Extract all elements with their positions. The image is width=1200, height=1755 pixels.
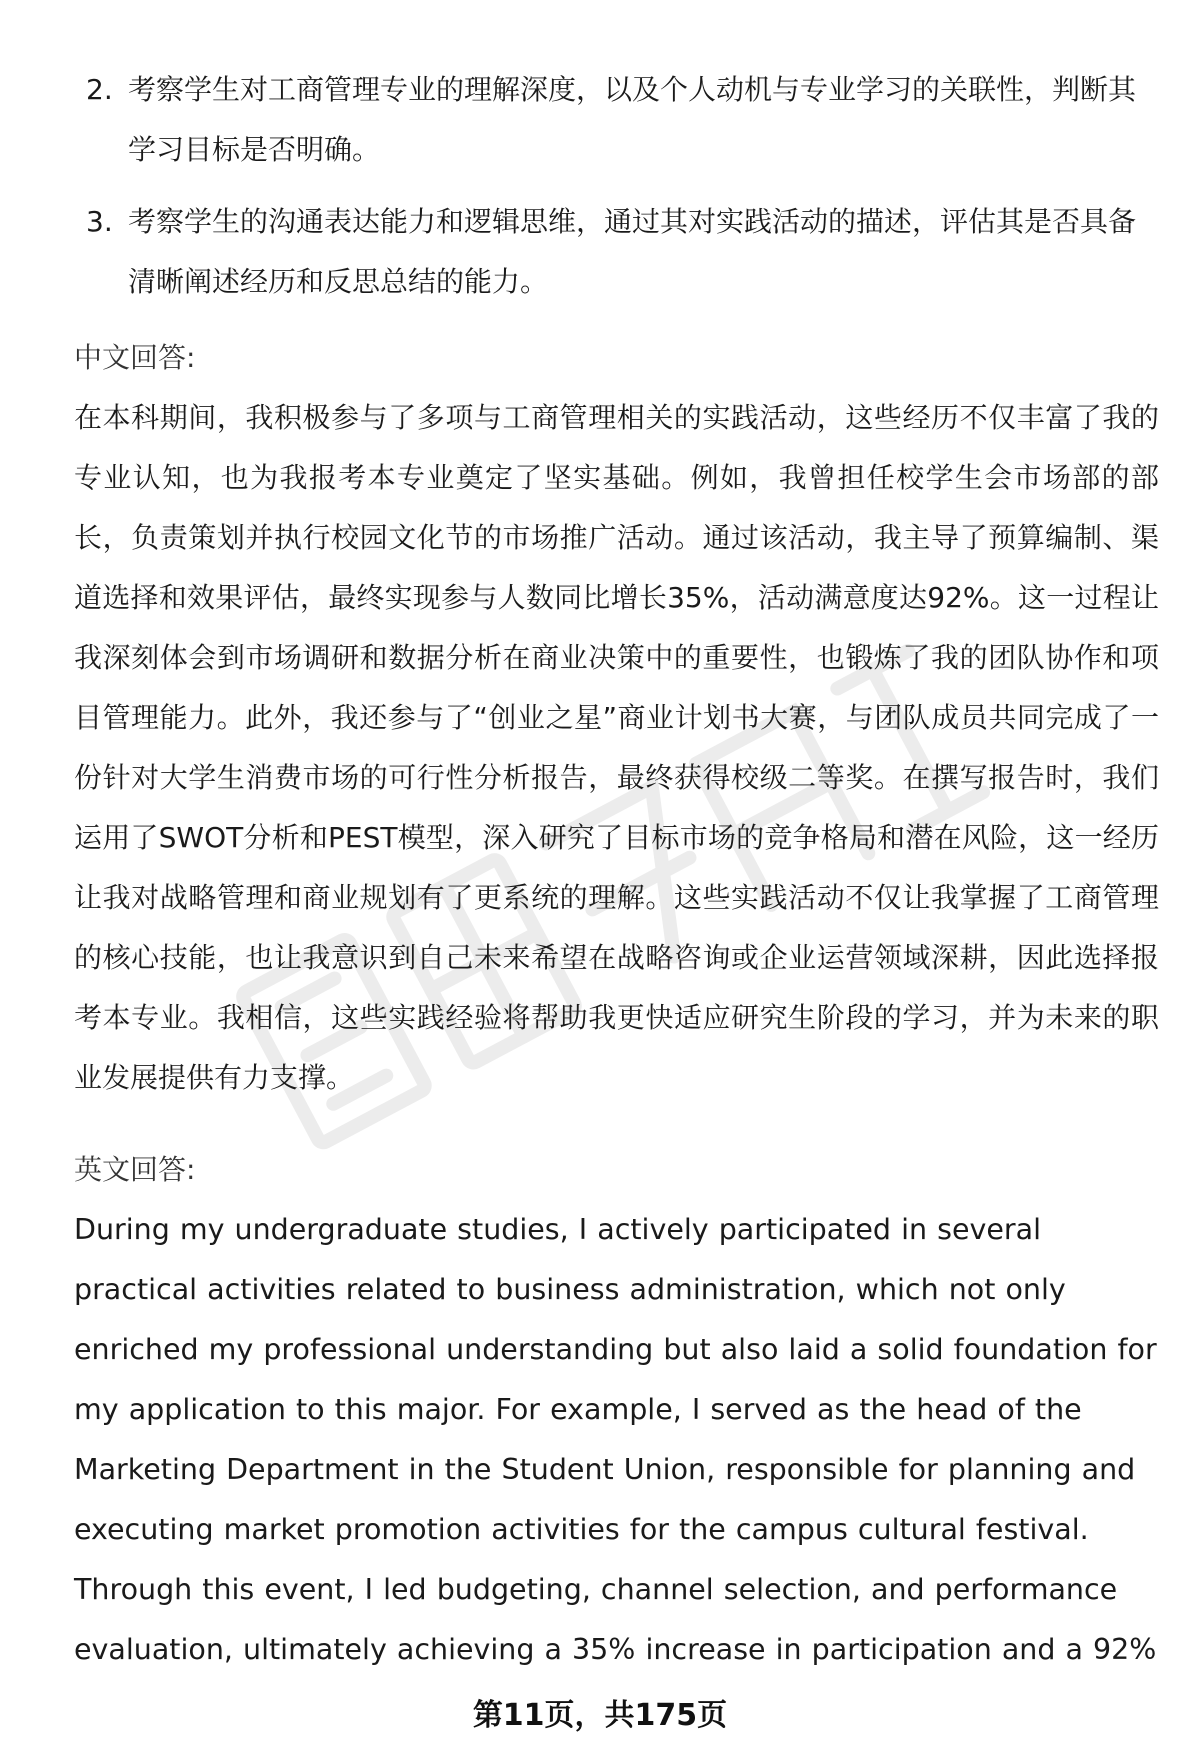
list-item-number: 3. (86, 205, 113, 238)
page-number: 第11页，共175页 (472, 1698, 728, 1733)
english-answer-section (74, 1140, 1159, 1680)
list-item-number: 2. (86, 73, 113, 106)
chinese-answer-section (74, 328, 1159, 1108)
list-item-text: 考察学生的沟通表达能力和逻辑思维，通过其对实践活动的描述，评估其是否具备清晰阐述经历和反思总结的能力。 (128, 205, 1137, 298)
list-item-text: 考察学生对工商管理专业的理解深度，以及个人动机与专业学习的关联性，判断其学习目标是否明确。 (128, 73, 1137, 166)
list-item (78, 60, 1138, 180)
chinese-answer-body: 在本科期间，我积极参与了多项与工商管理相关的实践活动，这些经历不仅丰富了我的专业认知，也为我报考本专业奠定了坚实基础。例如，我曾担任校学生会市场部的部长，负责策划并执行校园文化节的市场推广活动。通过该活动，我主导了预算编制、渠道选择和效果评估，最终实现参与人数同比增长35%，活动满意度达92%。这一过程让我深刻体会到市场调研和数据分析在商业决策中的重要性，也锻炼了我的团队协作和项目管理能力。此外，我还参与了“创业之星”商业计划书大赛，与团队成员共同完成了一份针对大学生消费市场的可行性分析报告，最终获得校级二等奖。在撰写报告时，我们运用了SWOT分析和PEST模型，深入研究了目标市场的竞争格局和潜在风险，这一经历让我对战略管理和商业规划有了更系统的理解。这些实践活动不仅让我掌握了工商管理的核心技能，也让我意识到自己未来希望在战略咨询或企业运营领域深耕，因此选择报考本专业。我相信，这些实践经验将帮助我更快适应研究生阶段的学习，并为未来的职业发展提供有力支撑。 (74, 401, 1159, 1094)
criteria-list (78, 60, 1138, 324)
chinese-answer-title: 中文回答: (74, 341, 196, 374)
list-item (78, 192, 1138, 312)
english-answer-title: 英文回答: (74, 1153, 196, 1186)
english-answer-body: During my undergraduate studies, I actively participated in several practical activities related to business administration, which not only enriched my professional understanding but also laid a solid foundation for my application to this major. For example, I served as the head of the Marketing Department in the Student Union, responsible for planning and executing market promotion activities for the campus cultural festival. Through this event, I led budgeting, channel selection, and performance evaluation, ultimately achieving a 35% increase in participation and a 92% (74, 1213, 1157, 1666)
